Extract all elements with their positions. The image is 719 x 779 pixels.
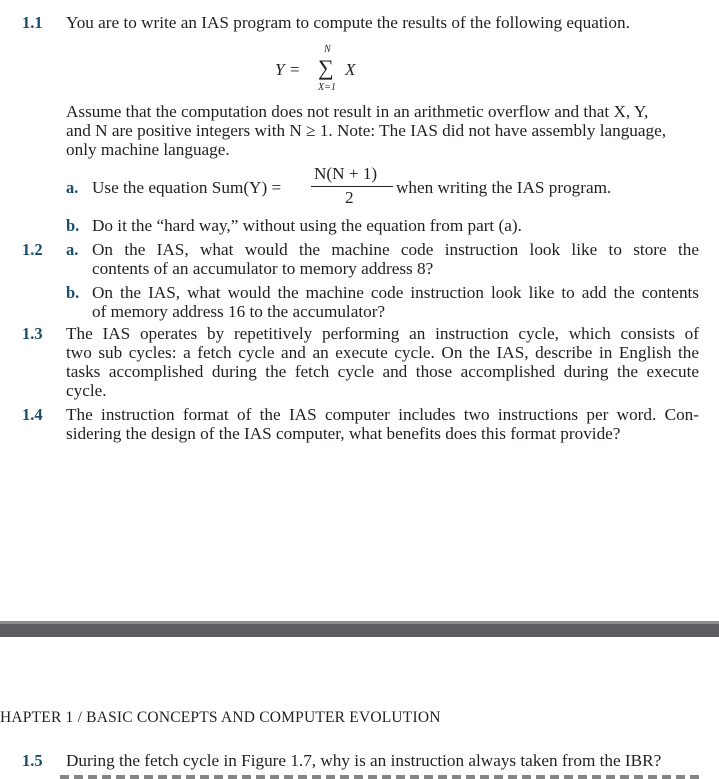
fraction-numerator: N(N + 1) (314, 164, 378, 183)
problem-1-4-line2: sidering the design of the IAS computer, what benefits does this format provide? (66, 424, 621, 443)
part-a-text-after: when writing the IAS program. (396, 178, 612, 197)
problem-1-3-line2: two sub cycles: a fetch cycle and an execute cycle. On the IAS, describe in English the (66, 343, 699, 362)
part-a-text-before: Use the equation Sum(Y) = (92, 178, 282, 197)
sum-lower-limit: X=1 (318, 82, 336, 93)
problem-number-1-1: 1.1 (22, 13, 43, 32)
problem-1-2-b-line1: On the IAS, what would the machine code instruction look like to add the contents (92, 283, 699, 302)
problem-number-1-4: 1.4 (22, 405, 43, 424)
problem-1-1-text: You are to write an IAS program to compute the results of the following equation. (66, 13, 630, 32)
part-b-label: b. (66, 216, 80, 235)
problem-1-1-assume-line1: Assume that the computation does not result in an arithmetic overflow and that X, Y, (66, 102, 649, 121)
problem-1-4-line1: The instruction format of the IAS computer includes two instructions per word. Con- (66, 405, 699, 424)
problem-1-1-assume-line2: and N are positive integers with N ≥ 1. Note: The IAS did not have assembly language, (66, 121, 667, 140)
sum-upper-limit: N (324, 44, 331, 55)
problem-1-2-a-label: a. (66, 240, 79, 259)
problem-number-1-3: 1.3 (22, 324, 43, 343)
truncated-next-line (60, 775, 700, 779)
sigma-symbol: ∑ (318, 55, 334, 80)
problem-1-2-a-line1: On the IAS, what would the machine code instruction look like to store the (92, 240, 699, 259)
equation-lhs: Y = (275, 60, 301, 79)
problem-1-3-line1: The IAS operates by repetitively performing an instruction cycle, which consists of (66, 324, 699, 343)
problem-1-3-line3: tasks accomplished during the fetch cycle and those accomplished during the execute (66, 362, 699, 381)
running-head: HAPTER 1 / BASIC CONCEPTS AND COMPUTER EVOLUTION (0, 709, 441, 726)
fraction-bar (311, 186, 393, 187)
sum-body: X (345, 60, 356, 79)
problem-1-3-line4: cycle. (66, 381, 107, 400)
page-divider-highlight (0, 621, 719, 624)
problem-1-2-a-line2: contents of an accumulator to memory address 8? (92, 259, 434, 278)
problem-1-2-b-line2: of memory address 16 to the accumulator? (92, 302, 386, 321)
problem-1-2-b-label: b. (66, 283, 80, 302)
part-b-text: Do it the “hard way,” without using the equation from part (a). (92, 216, 522, 235)
problem-number-1-2: 1.2 (22, 240, 43, 259)
problem-1-5-line1: During the fetch cycle in Figure 1.7, why is an instruction always taken from the IBR? (66, 751, 662, 770)
part-a-label: a. (66, 178, 79, 197)
problem-1-1-assume-line3: only machine language. (66, 140, 230, 159)
fraction-denominator: 2 (345, 188, 354, 207)
problem-number-1-5: 1.5 (22, 751, 43, 770)
